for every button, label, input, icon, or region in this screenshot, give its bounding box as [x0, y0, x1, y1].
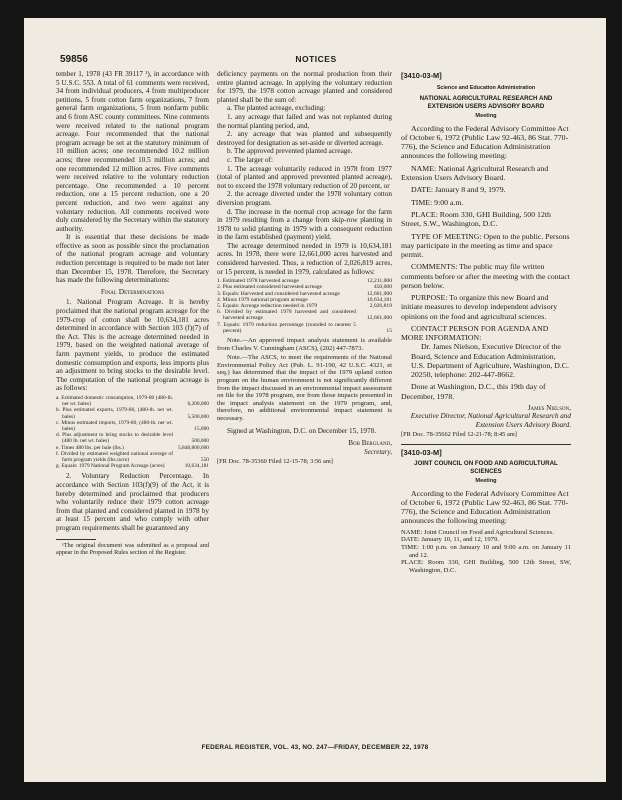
table-label: d. Plus adjustment to bring stocks to desirable level (480 lb. net wt. bales)	[56, 432, 173, 445]
contact-heading: CONTACT PERSON FOR AGENDA AND MORE INFORMATION:	[401, 323, 549, 343]
signer-title: Executive Director, National Agricultural Research and Extension Users Advisory Board.	[410, 412, 571, 429]
signer-name: Bob Bergland,	[348, 439, 392, 448]
table-row	[56, 432, 209, 444]
paragraph: According to the Federal Advisory Committee Act of October 6, 1972 (Public Law 92-463, 86 Stat. 770-776), the Science and Education Administration announces the following meeting:	[401, 488, 569, 526]
meeting-place: PLACE: Room 330, GHI Building, 500 12th Street, S.W., Washington, D.C.	[401, 209, 551, 229]
paragraph: 1. National Program Acreage. It is hereby proclaimed that the national program acreage for the 1979-crop of cotton shall be 10,634,181 acres determined in accordance with Section 103 (f)(7) of the Act. This is the acreage determined needed in 1979, based on the weighted national average of farm payment yields, to produce the estimated domestic consumption and exports, less imports plus an adjustment to bring stocks to the desirable level. The computation of the national program acreage is as follows:	[56, 298, 209, 393]
meeting-type: TYPE OF MEETING: Open to the public. Persons may participate in the meeting as time and space permit.	[401, 231, 570, 259]
meeting-place: PLACE: Room 330, GHI Building, 500 12th Street, SW, Washington, D.C.	[401, 559, 571, 574]
divider	[401, 444, 571, 445]
list-item: 1. any acreage that failed and was not replanted during the normal planting period, and,	[217, 112, 392, 130]
signer-title: Secretary,	[364, 447, 392, 456]
section-heading: Final Determinations	[100, 286, 165, 296]
paragraph: The acreage determined needed in 1979 is 10,634,181 acres. In 1978, there were 12,661,000 acres harvested and considered harvested. Thus, a reduction of 2,026,819 acres, or 15 percent, is needed in 1979, calculated as follows:	[217, 241, 392, 276]
notice-body	[401, 489, 571, 526]
table-label: 7. Equals: 1979 reduction percentage (rounded to nearest 5 percent)	[217, 321, 356, 334]
list-item: b. The approved prevented planted acreage.	[227, 147, 353, 156]
meeting-purpose: PURPOSE: To organize this new Board and initiate measures to develop independent advisory opinions on the food and agricultural sciences.	[401, 293, 558, 321]
column-right	[401, 70, 571, 574]
computation-table	[56, 395, 209, 469]
table-row	[56, 395, 209, 407]
table-value: 12,661,000	[366, 315, 392, 322]
signature-block	[217, 439, 392, 456]
table-value: 15	[386, 327, 392, 334]
table-label: a. Estimated domestic consumption, 1979-80 (480-lb. net wt. bales)	[56, 394, 173, 408]
meeting-time: TIME: 1:00 p.m. on January 10 and 9:00 a.m. on January 11 and 12.	[401, 543, 571, 559]
table-value: 6,200,000	[187, 401, 209, 408]
table-label: e. Times 480 lbs. per bale (lbs.)	[56, 444, 124, 451]
table-value: 2,026,819	[369, 303, 392, 310]
list-item: 2. the acreage diverted under the 1978 voluntary cotton diversion program.	[217, 190, 392, 207]
meeting-time: TIME: 9:00 a.m.	[411, 197, 464, 207]
table-value: 15,000	[194, 425, 209, 432]
table-label: c. Minus estimated imports, 1979-80, (480-lb. net wt. bales)	[56, 419, 173, 432]
table-label: 3. Equals: Harvested and considered harvested acreage	[217, 290, 340, 297]
table-label: 1. Estimated 1978 harvested acreage	[217, 278, 299, 285]
list-item: 1. The acreage voluntarily reduced in 1978 from 1977 (total of planted and approved prevented planted acreage), not to exceed the 1978 voluntary reduction of 20 percent, or	[217, 164, 392, 190]
table-label: 5. Equals: Acreage reduction needed in 1979	[217, 303, 318, 310]
note: Note.—An approved impact analysis statement is available from Charles V. Cunningham (ASCS), (202) 447-7873.	[217, 337, 392, 352]
reduction-table	[217, 278, 392, 334]
document-page	[24, 18, 606, 782]
paragraph: tember 1, 1978 (43 FR 39117 ¹), in accordance with 5 U.S.C. 553. A total of 61 comments were received, 34 from individual producers, 4 from multiproducer petitions, 5 from cotton farm organizations, 7 from general farm organizations, 5 from nonfarm public and 6 from ASC county committees. Nine comments were received related to the national program acreage. Four recommended that the national program acreage be set at the statutory minimum of 10 million acres; one recommended 10.2 million acres; three recommended 10.5 million acres; and one recommended 12 million acres. Five comments were received relative to the voluntary reduction percentage. One recommended a 10 percent reduction, one a 15 percent reduction, one a 20 percent reduction, and two were against any voluntary reduction. All comments received were duly considered by the Secretary within the statutory authority.	[56, 70, 209, 233]
table-value: 10,634,181	[366, 296, 392, 303]
notice-title: NATIONAL AGRICULTURAL RESEARCH AND EXTENSION USERS ADVISORY BOARD	[419, 95, 553, 110]
page-number: 59856	[60, 54, 88, 65]
table-label: f. Divided by estimated weighted national average of farm program yields (lbs./acre)	[56, 450, 173, 463]
column-middle	[217, 70, 392, 467]
table-row	[217, 322, 392, 334]
table-row	[56, 463, 209, 469]
notice-body	[401, 124, 571, 401]
meeting-label: Meeting	[475, 478, 497, 485]
signature-block	[401, 404, 571, 429]
contact-detail: Dr. James Nielson, Executive Director of the Board, Science and Education Administration, U.S. Department of Agriculture, Washington, D.C. 20250, telephone: 202-447-8662.	[411, 342, 569, 379]
table-label: b. Plus estimated exports, 1979-80, (480-lb. net wt. bales)	[56, 407, 173, 420]
fr-doc-reference: [FR Doc. 78-35360 Filed 12-15-78; 3:56 am]	[217, 458, 333, 466]
meeting-name: NAME: National Agricultural Research and Extension Users Advisory Board.	[401, 163, 549, 182]
list-item: 2. any acreage that was planted and subsequently destroyed for designation as set-aside or diverted acreage.	[217, 130, 392, 147]
table-value: 12,661,000	[366, 290, 392, 297]
table-value: 550	[200, 457, 209, 463]
paragraph: It is essential that these decisions be made effective as soon as possible since the proclamation of the national program acreage and voluntary reduction percentage is required to be made not later than December 15, 1978. Therefore, the Secretary has made the following determinations:	[56, 233, 209, 285]
meeting-date: DATE: January 10, 11, and 12, 1979.	[401, 536, 499, 544]
table-label: 6. Divided by estimated 1978 harvested and considered harvested acreage	[217, 309, 356, 322]
paragraph: deficiency payments on the normal production from their entire planted acreage. In applying the voluntary reduction for 1979, the 1978 cotton acreage planted and considered planted shall be the sum of:	[217, 70, 392, 104]
notice-title: JOINT COUNCIL ON FOOD AND AGRICULTURAL SCIENCES	[414, 460, 558, 475]
list-item: c. The larger of:	[227, 155, 274, 164]
signed-line: Signed at Washington, D.C. on December 15, 1978.	[227, 426, 377, 435]
table-label: 4. Minus 1979 national program acreage	[217, 296, 308, 303]
table-label: 2. Plus estimated considered harvested acreage	[217, 284, 322, 291]
page-footer: FEDERAL REGISTER, VOL. 43, NO. 247—FRIDAY, DECEMBER 22, 1978	[201, 744, 429, 751]
page-header	[60, 54, 572, 68]
paragraph: 2. Voluntary Reduction Percentage. In accordance with Section 103(f)(9) of the Act, it is hereby determined and proclaimed that producers who voluntarily reduce their 1979 cotton acreage from that planted and considered planted in 1978 by at least 15 percent and who comply with other program requirements shall be guaranteed any	[56, 472, 209, 532]
footnote-divider	[56, 539, 96, 540]
footnote: ¹The original document was submitted as a proposal and appear in the Proposed Rules section of the Register.	[56, 541, 209, 556]
note: Note.—The ASCS, to meet the requirements of the National Environmental Policy Act (Pub. L. 91-190, 42 U.S.C. 4321, et seq.) has determined that the impact of the 1979 upland cotton program on the human environment is not significantly different from the impact discussed in an environmental impact assessment on file for the 1978 program, nor from those impacts presented in the impact analysis statement on the 1979 program, and, therefore, no additional environmental impact statement is necessary.	[217, 354, 392, 423]
table-row	[217, 309, 392, 321]
paragraph: According to the Federal Advisory Committee Act of October 6, 1972 (Public Law 92-463, 86 Stat. 770-776), the Science and Education Administration announces the following meeting:	[401, 123, 569, 161]
table-row	[56, 451, 209, 463]
docket-number: [3410-03-M]	[401, 71, 442, 80]
table-value: 500,000	[191, 438, 209, 445]
table-value: 5,848,800,000	[178, 444, 209, 451]
list-item: d. The increase in the normal crop acreage for the farm in 1979 resulting from a change from skip-row planting in 1978 to solid planting in 1979 with a consequent reduction in the farm established (payment) yield.	[217, 207, 392, 242]
meeting-label: Meeting	[475, 113, 497, 119]
column-left	[56, 70, 209, 556]
list-item: a. The planted acreage, excluding:	[227, 104, 326, 113]
meeting-details	[401, 529, 571, 575]
meeting-comments: COMMENTS: The public may file written comments before or after the meeting with the contact person below.	[401, 262, 570, 290]
meeting-name: NAME: Joint Council on Food and Agricultural Sciences.	[401, 528, 554, 536]
meeting-date: DATE: January 8 and 9, 1979.	[411, 185, 506, 195]
table-value: 450,000	[373, 284, 392, 291]
table-row	[56, 420, 209, 432]
docket-number: [3410-03-M]	[401, 447, 442, 457]
table-label: g. Equals: 1979 National Program Acreage (acres)	[56, 463, 165, 470]
done-line: Done at Washington, D.C., this 19th day of December, 1978.	[401, 382, 546, 401]
table-value: 5,500,000	[187, 413, 209, 420]
signer-name: James Nielson,	[527, 403, 571, 412]
table-row	[56, 407, 209, 419]
fr-doc-reference: [FR Doc. 78-35662 Filed 12-21-78; 8:45 am]	[401, 431, 517, 439]
table-value: 12,211,000	[367, 278, 392, 285]
agency-name: Science and Education Administration	[436, 84, 536, 91]
table-value: 10,634,181	[184, 463, 209, 470]
section-title: NOTICES	[295, 54, 337, 64]
